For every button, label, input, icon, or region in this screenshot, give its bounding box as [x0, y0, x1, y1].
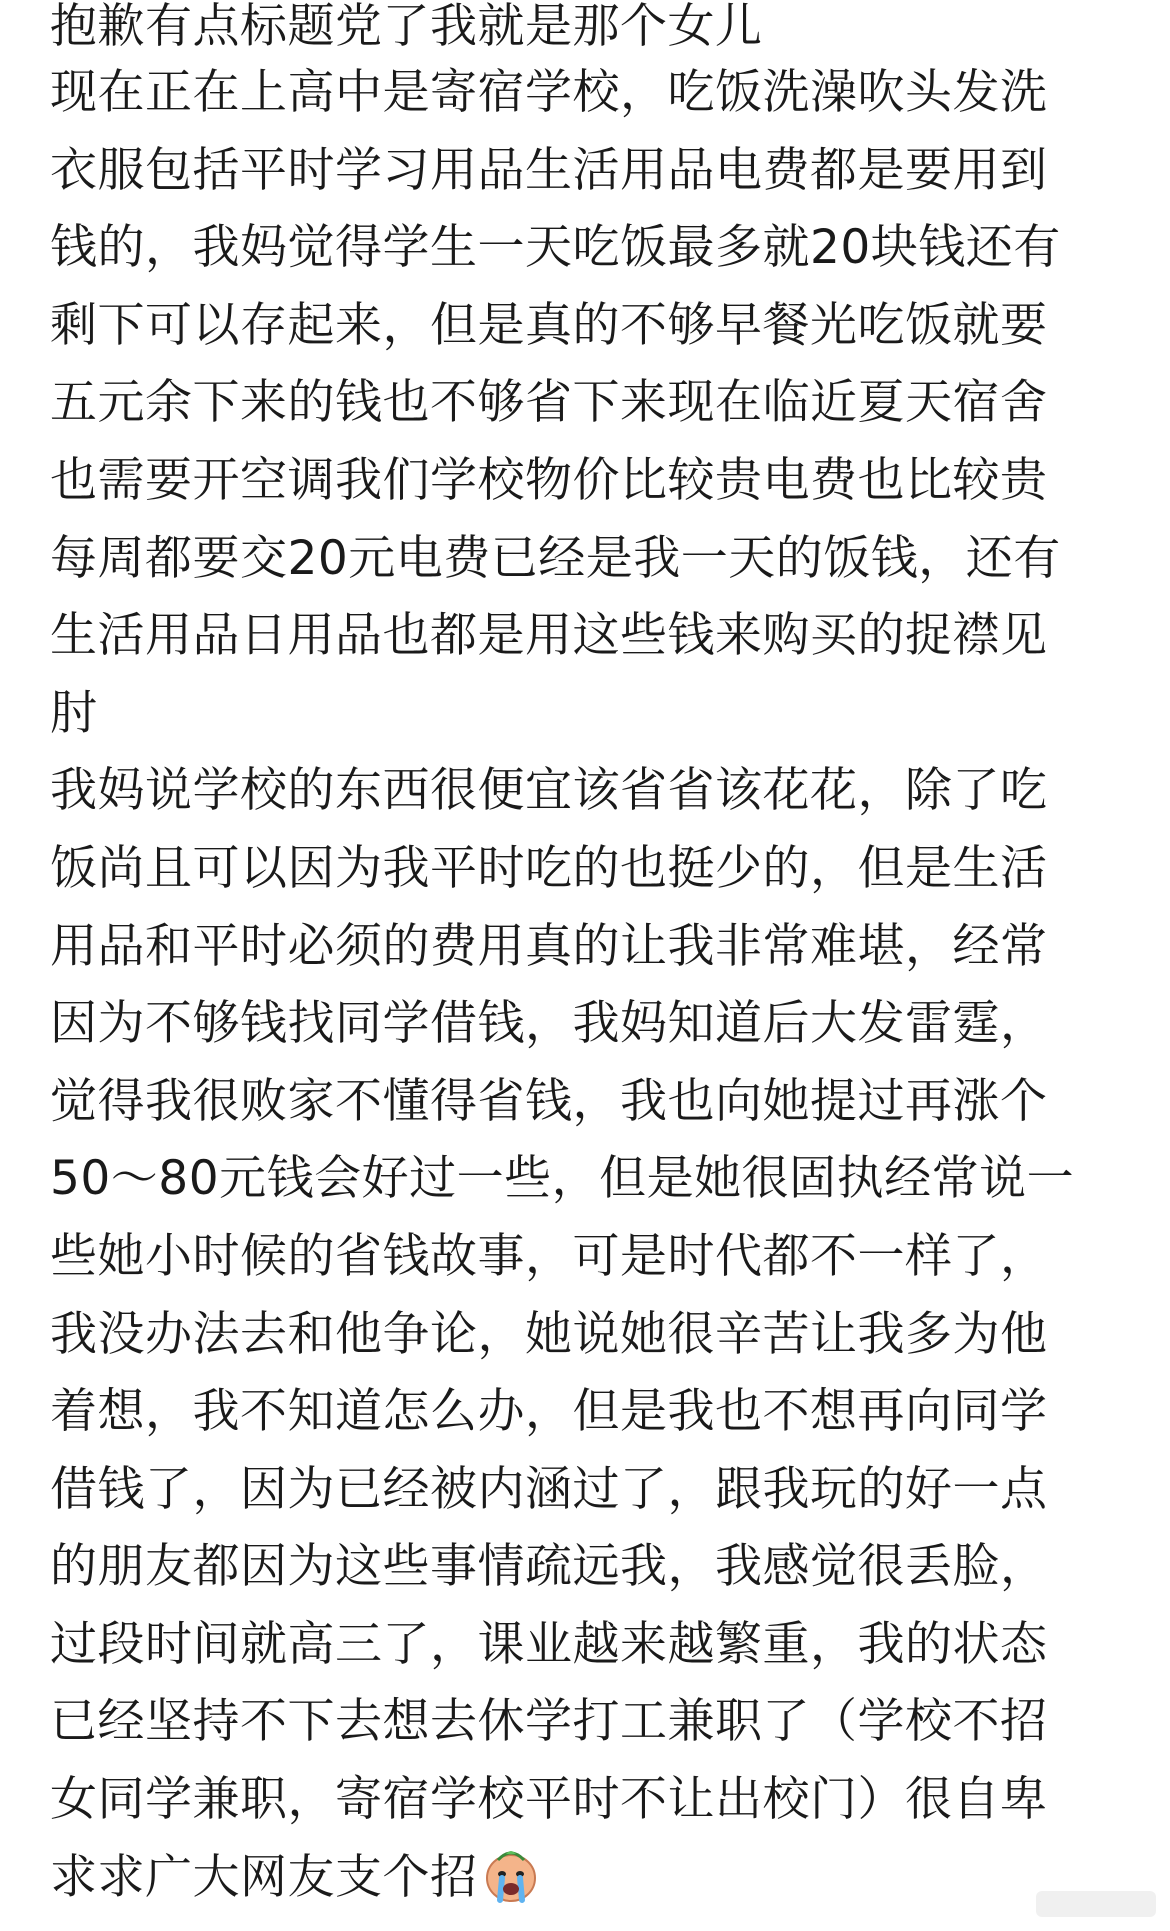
post-text-line: 着想，我不知道怎么办，但是我也不想再向同学: [50, 1384, 1048, 1440]
post-text-line: 我没办法去和他争论，她说她很辛苦让我多为他: [50, 1306, 1048, 1362]
crying-face-icon: [480, 1844, 542, 1906]
post-text-span: 求求广大网友支个招: [50, 1849, 478, 1905]
post-text-line: 些她小时候的省钱故事，可是时代都不一样了，: [50, 1228, 1048, 1284]
post-text-line: 借钱了，因为已经被内涵过了，跟我玩的好一点: [50, 1461, 1048, 1517]
post-text-line: 现在正在上高中是寄宿学校，吃饭洗澡吹头发洗: [50, 65, 1048, 120]
post-text-line: 已经坚持不下去想去休学打工兼职了（学校不招: [50, 1694, 1048, 1750]
post-text-line: 的朋友都因为这些事情疏远我，我感觉很丢脸，: [50, 1539, 1048, 1595]
post-text-line: 衣服包括平时学习用品生活用品电费都是要用到: [50, 142, 1048, 198]
post-text-line: 五元余下来的钱也不够省下来现在临近夏天宿舍: [50, 375, 1048, 431]
post-text-line: 50～80元钱会好过一些，但是她很固执经常说一: [50, 1151, 1075, 1207]
post-text-line: 过段时间就高三了，课业越来越繁重，我的状态: [50, 1616, 1048, 1672]
post-text-line: 每周都要交20元电费已经是我一天的饭钱，还有: [50, 530, 1061, 586]
post-title-line: 抱歉有点标题党了我就是那个女儿: [50, 0, 763, 54]
watermark-icon: [1036, 1887, 1156, 1921]
post-text-line: 剩下可以存起来，但是真的不够早餐光吃饭就要: [50, 297, 1048, 353]
post-text-line: 因为不够钱找同学借钱，我妈知道后大发雷霆，: [50, 996, 1048, 1052]
post-text-line: 我妈说学校的东西很便宜该省省该花花，除了吃: [50, 763, 1048, 819]
post-last-line: [50, 1839, 1150, 1917]
post-text-line: 用品和平时必须的费用真的让我非常难堪，经常: [50, 918, 1048, 974]
post-text-line: 女同学兼职，寄宿学校平时不让出校门）很自卑: [50, 1772, 1048, 1828]
post-text-line: 也需要开空调我们学校物价比较贵电费也比较贵: [50, 452, 1048, 508]
post-body: [50, 0, 1150, 1916]
post-text-line: 钱的，我妈觉得学生一天吃饭最多就20块钱还有: [50, 220, 1061, 276]
post-text-line: 饭尚且可以因为我平时吃的也挺少的，但是生活: [50, 840, 1048, 896]
crying-face-emoji-svg: [480, 1844, 542, 1906]
post-text-line: 肘: [50, 685, 98, 741]
post-text-line: 生活用品日用品也都是用这些钱来购买的捉襟见: [50, 608, 1048, 664]
post-text-line: 觉得我很败家不懂得省钱，我也向她提过再涨个: [50, 1073, 1048, 1129]
